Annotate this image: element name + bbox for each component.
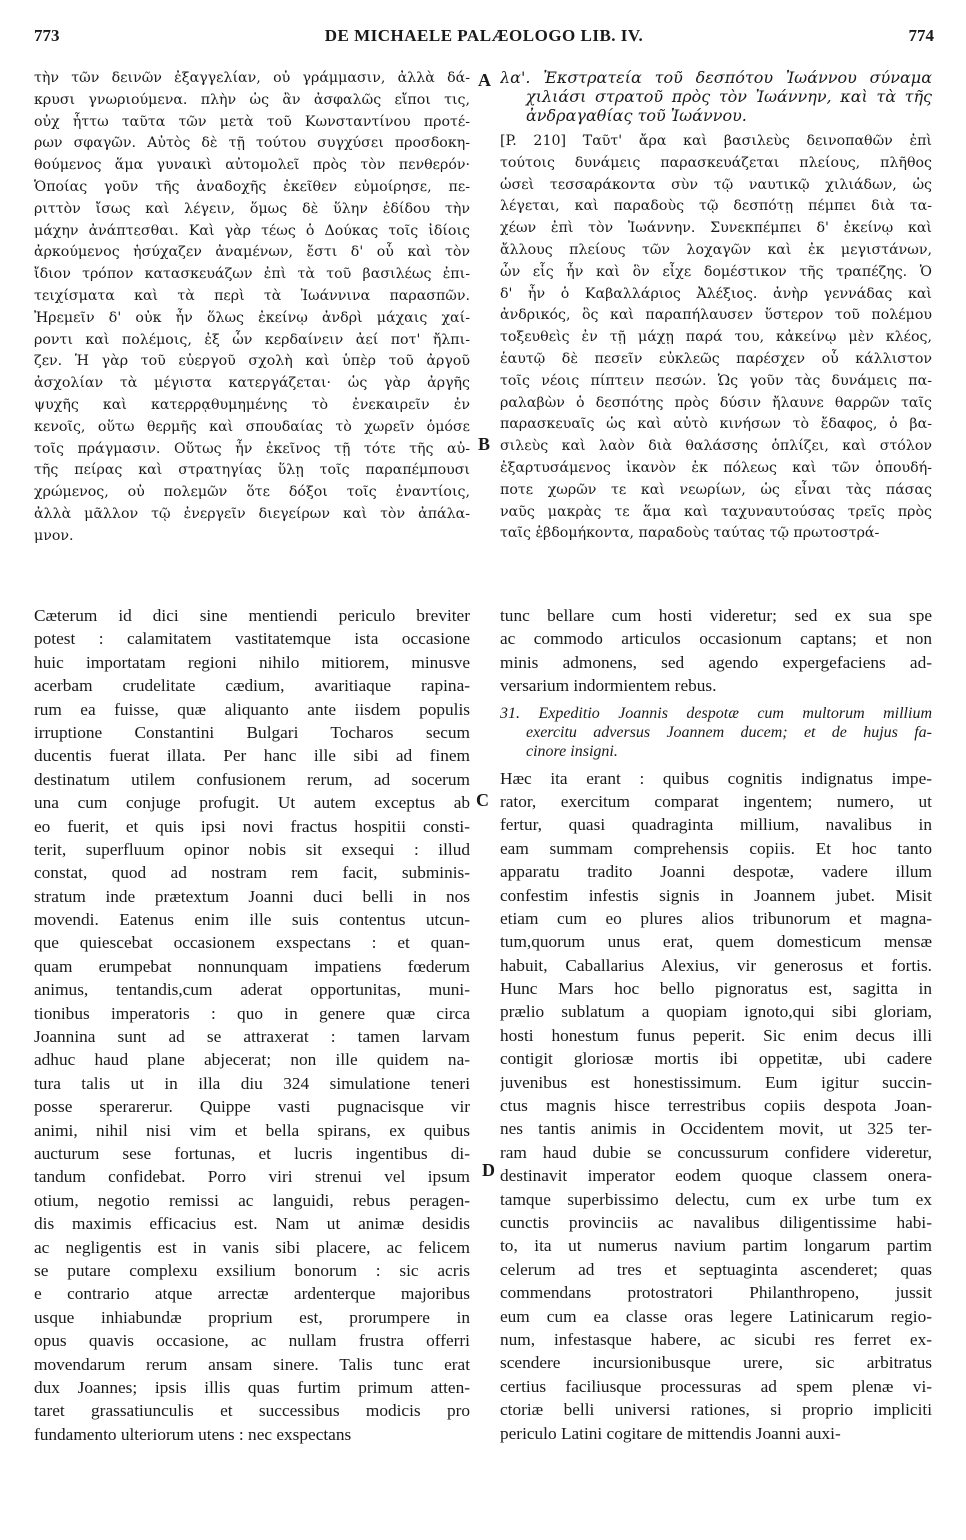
page-number-right: 774 [908,26,934,45]
text-line: constat, quod ad nostram rem facit, subminis- [34,863,470,883]
text-line: certius faciliusque processuras ad spem plenæ vi- [500,1376,932,1396]
text-line: ἀρκούμενος ἡσύχαζεν ἀναμένων, ἔστι δ' οὗ καὶ τὸν [34,244,470,261]
text-line: una cum conjuge profugit. Ut autem exceptus ab [34,793,470,813]
latin-chapter-body [500,767,932,1445]
heading-line: cinore insigni. [526,742,618,760]
text-line: posse sperarerur. Quippe vasti pugnacisque vir [34,1097,470,1117]
margin-marker-a: A [478,70,491,90]
text-line: σιλεὺς καὶ λαὸν διὰ θαλάσσης ὁπλίζει, καὶ στόλον [500,438,932,455]
text-line: παρασκευαῖς ὡς καὶ αὐτὸ κινήσων τὸ ἔδαφος, ὁ βα- [500,416,932,433]
text-line: ἀσχολίαν τὰ μέγιστα κατεργάζεται· ὡς γὰρ ἀργῆς [34,375,470,392]
text-line: e contrario atque arrectæ ardenterque majoribus [34,1284,470,1304]
text-line: θούμενος ἅμα γυναικὶ αὐτομολεῖ πρὸς τὸν πενθερόν· [34,157,470,174]
text-line: κενοῖς, οὕτω θερμῆς καὶ σπουδαίας τὸ χωρεῖν ὁμόσε [34,418,470,435]
text-line: stratum inde prætextum Joanni duci belli in nos [34,886,470,906]
text-line: prælio sublatum a quopiam ignoto,qui sibi gloriam, [500,1002,932,1022]
text-line: ac negligentis est in vanis sibi placere, ac felicem [34,1237,470,1257]
running-title: DE MICHAELE PALÆOLOGO LIB. IV. [324,26,644,45]
text-line: taret grassatiunculis et successibus modicis pro [34,1401,470,1421]
text-line: τοῖς νέοις πίπτειν πεσών. Ὡς γοῦν τὰς δυνάμεις πα- [500,372,932,389]
text-line: ἀνδρικός, ὃς καὶ παραπήλαυσεν ὕστερον τοῦ πολέμου [500,307,932,324]
greek-chapter-body [500,131,932,545]
text-line: ζεν. Ἡ γὰρ τοῦ εὐεργοῦ σχολὴ καὶ ὑπὲρ τοῦ ἀργοῦ [34,353,470,370]
text-line: ρων σφαγῶν. Αὐτὸς δὲ τῇ τούτου συγχύσει προσδοκη- [34,135,470,152]
text-line: cunctis provinciis ac navalibus diligentissime habi- [500,1212,932,1232]
text-line: Hæc ita erant : quibus cognitis indignatus impe- [500,768,932,788]
text-line: acerbam crudelitate cædium, avaritiaque rapina- [34,676,470,696]
text-line: celerum ad tres et septuaginta ascenderet; quas [500,1259,932,1279]
text-line: ducentis fuerat illata. Per hanc ille sibi ad finem [34,746,470,766]
text-line: tionibus imperatoris : quo in genere quæ circa [34,1003,470,1023]
latin-intro-paragraph [500,604,932,698]
text-line: opus quavis occasione, ac nullam frustra offerri [34,1331,470,1351]
text-line: ραλαβὼν ὁ δεσπότης πρὸς δύσιν ἤλαυνε θαρρῶν ταῖς [500,394,932,411]
text-line: μνον. [34,527,74,544]
text-line: to, ita ut numerus navium partim longarum partim [500,1236,932,1256]
text-line: rum ea fuisse, quæ aliquanto ante iisdem populis [34,699,470,719]
text-line: ctoriæ belli universi rationes, si proprio impliciti [500,1400,932,1420]
text-line: tura talis ut in illa diu 324 simulatione teneri [34,1073,470,1093]
greek-text-right-column [500,68,932,545]
text-line: movendarum rerum ansam sinere. Talis tunc erat [34,1354,470,1374]
text-line: dis maximis efficacius est. Nam ut animæ desidis [34,1214,470,1234]
margin-marker-d: D [482,1160,495,1180]
page-header [34,26,934,56]
text-line: οὐχ ἧττω ταῦτα τῶν μετὰ τοῦ Κωνσταντίνου προτέ- [34,113,470,130]
text-line: τούτοις δυνάμεις παρασκευάζεται πλείους, πλῆθος [500,154,932,171]
text-line: [P. 210] Ταῦτ' ἄρα καὶ βασιλεὺς δεινοπαθῶν ἐπὶ [500,133,932,149]
text-line: ἀλλὰ μᾶλλον τῷ ἐνεργεῖν διεγείρων καὶ τὸν ἀπάλα- [34,505,470,522]
text-line: contigit gloriosæ mortis ibi oppetitæ, ubi cadere [500,1049,932,1069]
heading-line: exercitu adversus Joannem ducem; et de hujus fa- [526,723,932,741]
text-line: etiam cum eo plures alios tribunorum et magna- [500,908,932,928]
greek-text-left-column [34,68,470,548]
text-line: adhuc haud plane abjecerat; non ille quidem na- [34,1050,470,1070]
text-line: tamque superbissimo delectu, cum ex urbe tum ex [500,1189,932,1209]
text-line: τειχίσματα καὶ τὰ περὶ τὰ Ἰωάννινα παρασπῶν. [34,287,470,304]
text-line: movendi. Eatenus enim ille suis contentus utcun- [34,910,470,930]
text-line: ἐξαρτυσάμενος ἱκανὸν ἐκ πόλεως καὶ τῶν ὁπουδή- [500,459,932,476]
text-line: ποτε χωρῶν τε καὶ νεωρίων, ὡς εἶναι τὰς πάσας [500,481,932,498]
text-line: animi, nihil nisi vim et bella spirans, ex quibus [34,1120,470,1140]
text-line: ψυχῆς καὶ κατερρᾳθυμημένης τὸ ἐνεκαιρεῖν ἐν [34,396,470,413]
text-line: minis admonens, sed agendo expergefaciens ad- [500,652,932,672]
page-number-left: 773 [34,26,60,45]
text-line: ὧν εἷς ἦν καὶ ὃν εἶχε δομέστικον τῆς τραπέζης. Ὁ [500,263,932,280]
text-line: confestim infestis signis in Joannem jubet. Misit [500,885,932,905]
text-line: λέγεται, καὶ παραδοὺς τῷ δεσπότῃ πέμπει διὰ τα- [500,198,932,215]
text-line: eam summam comprehensis copiis. Et hoc tanto [500,838,932,858]
latin-chapter-heading [500,704,932,761]
text-line: hosti honestum funus peperit. Sic enim decus illi [500,1025,932,1045]
text-line: κρυσι γνωριούμενα. πλὴν ὡς ἂν ἀσφαλῶς εἴποι τις, [34,91,470,108]
text-line: destinavit imperator eodem quoque classem onera- [500,1166,932,1186]
text-line: χέων ἐπὶ τὸν Ἰωάννην. Συνεκπέμπει δ' ἐκείνῳ καὶ [500,220,932,237]
text-line: χρώμενος, οὐ πολεμῶν ὅτε δόξοι τοῖς ἐναντίοις, [34,484,470,501]
text-line: ναῦς μακρὰς τε ἅμα καὶ ταχυναυτούσας τρεῖς πρὸς [500,503,932,520]
text-line: Ἠρεμεῖν δ' οὐκ ἦν ὅλως ἐκείνῳ ἀνδρὶ μάχαις χαί- [34,309,470,326]
margin-marker-c: C [476,790,489,810]
text-line: huic importatam regioni nihilo mitiorem, minusve [34,652,470,672]
text-line: δ' ἦν ὁ Καβαλλάριος Ἀλέξιος. ἀνὴρ γεννάδας καὶ [500,285,932,302]
text-line: periculo Latini cogitare de mittendis Joanni auxi- [500,1423,841,1443]
text-line: ἄλλους πλείους τῶν λοχαγῶν καὶ ἐκ μεγιστάνων, [500,241,932,258]
text-line: ac commodo articulos occasionum captans; et non [500,629,932,649]
text-line: ταῖς ἑβδομήκοντα, παραδοὺς ταύτας τῷ πρωτοστρά- [500,525,880,542]
text-line: aucturum sese fortunas, et lucris ingentibus di- [34,1143,470,1163]
text-line: destinatum utilem confusionem rerum, ad socerum [34,769,470,789]
heading-line: λα'. Ἐκστρατεία τοῦ δεσπότου Ἰωάννου σύναμα [500,68,932,87]
text-line: juvenibus est honestissimum. Eum igitur succin- [500,1072,932,1092]
text-line: ram haud dubie se concussurum confidere videretur, [500,1142,932,1162]
text-line: ριττὸν ἴσως καὶ λέγειν, ὅμως δὲ ὕλην ἐδίδου τὴν [34,200,470,217]
text-line: fundamento ulteriorum utens : nec exspectans [34,1424,352,1444]
text-line: Joannina sunt ad se attraxerat : tamen larvam [34,1027,470,1047]
heading-line: χιλιάσι στρατοῦ πρὸς τὸν Ἰωάννην, καὶ τὰ τῆς [526,87,932,106]
text-line: μάχην ἀνάπτεσθαι. Καὶ γὰρ τέως ὁ Δούκας τοῖς ἰδίοις [34,222,470,239]
text-line: otium, negotio remissi ac languidi, rebus peragen- [34,1190,470,1210]
text-line: terit, superfluum opinor nobis sit exsequi : illud [34,839,470,859]
text-line: animus, tentandis,cum aderat opportunitas, muni- [34,980,470,1000]
text-line: irruptione Constantini Bulgari Tocharos secum [34,722,470,742]
text-line: τοξευθεὶς ἐν τῇ μάχῃ παρά του, κἀκείνῳ μὲν κλέος, [500,329,932,346]
text-line: tunc bellare cum hosti videretur; sed ex sua spe [500,606,932,625]
latin-text-left-column [34,604,470,1446]
text-line: dux Joannes; ipsis illis quas furtim primum atten- [34,1377,470,1397]
text-line: Hunc Mars hoc bello pignoratus est, sagitta in [500,979,932,999]
text-line: potest : calamitatem vastitatemque ista occasione [34,629,470,649]
text-line: Cæterum id dici sine mentiendi periculo breviter [34,606,470,625]
text-line: quam erumpebat nonnunquam impatiens fœderum [34,956,470,976]
text-line: que quiescebat occasionem exspectans : et quan- [34,933,470,953]
text-line: versarium indormientem rebus. [500,676,717,696]
text-line: τῆς πείρας καὶ στρατηγίας ὕλῃ τοῖς παραπέμπουσι [34,462,470,479]
margin-marker-b: B [478,434,491,454]
text-line: eo fuerit, et quis ipsi novi fractus hospitii consti- [34,816,470,836]
text-line: commendans protostratori Philanthropeno, jussit [500,1283,932,1303]
text-line: ctus magnis hisce terrestribus copiis despota Joan- [500,1096,932,1116]
text-line: usque inhiabundæ proprium est, prorumpere in [34,1307,470,1327]
text-line: fertur, quasi quadraginta millium, navalibus in [500,815,932,835]
text-line: tum,quorum unus erat, quem domesticum mensæ [500,932,932,952]
text-line: τὴν τῶν δεινῶν ἐξαγγελίαν, οὐ γράμμασιν, ἀλλὰ δά- [34,70,470,86]
text-line: nes tantis animis in Occidentem movit, ut 325 ter- [500,1119,932,1139]
text-line: ἴδιον τρόπον κατασκευάζων ἐπὶ τὰ τοῦ βασιλέως ἐπι- [34,266,470,283]
text-line: apparatu tradito Joanni despotæ, vadere illum [500,862,932,882]
heading-line: 31. Expeditio Joannis despotæ cum multorum millium [500,704,932,722]
text-line: tandum confidebat. Porro viri strenui vel ipsum [34,1167,470,1187]
text-line: scendere incursionibusque urere, sic arbitratus [500,1353,932,1373]
heading-line: ἀνδραγαθίας τοῦ Ἰωάννου. [526,106,747,125]
text-line: se putare complexu exsilium bonorum : sic acris [34,1260,470,1280]
text-line: num, infestasque habere, ac sicubi res ferret ex- [500,1329,932,1349]
text-line: ἑαυτῷ δὲ πεσεῖν εὐκλεῶς παρέσχεν οὗ κάλλιστον [500,350,932,367]
text-line: ροντι καὶ πολέμοις, ἐξ ὧν κερδαίνειν ἀεί ποτ' ἤλπι- [34,331,470,348]
text-line: Ὁποίας γοῦν τῆς ἀναδοχῆς ἐκεῖθεν εὐμοίρησε, πε- [34,178,470,195]
text-line: ὡσεὶ τεσσαράκοντα σὺν τῷ ναυτικῷ χιλιάδων, ὡς [500,176,932,193]
text-line: habuit, Caballarius Alexius, vir generosus et fortis. [500,955,932,975]
latin-text-right-column [500,604,932,1445]
text-line: rator, exercitum comparat ingentem; numero, ut [500,791,932,811]
text-line: eum cum ea classe oras legere Latinicarum regio- [500,1306,932,1326]
greek-chapter-heading [500,68,932,125]
text-line: τοῖς πράγμασιν. Οὕτως ἦν ἐκεῖνος τῇ τότε τῆς αὐ- [34,440,470,457]
